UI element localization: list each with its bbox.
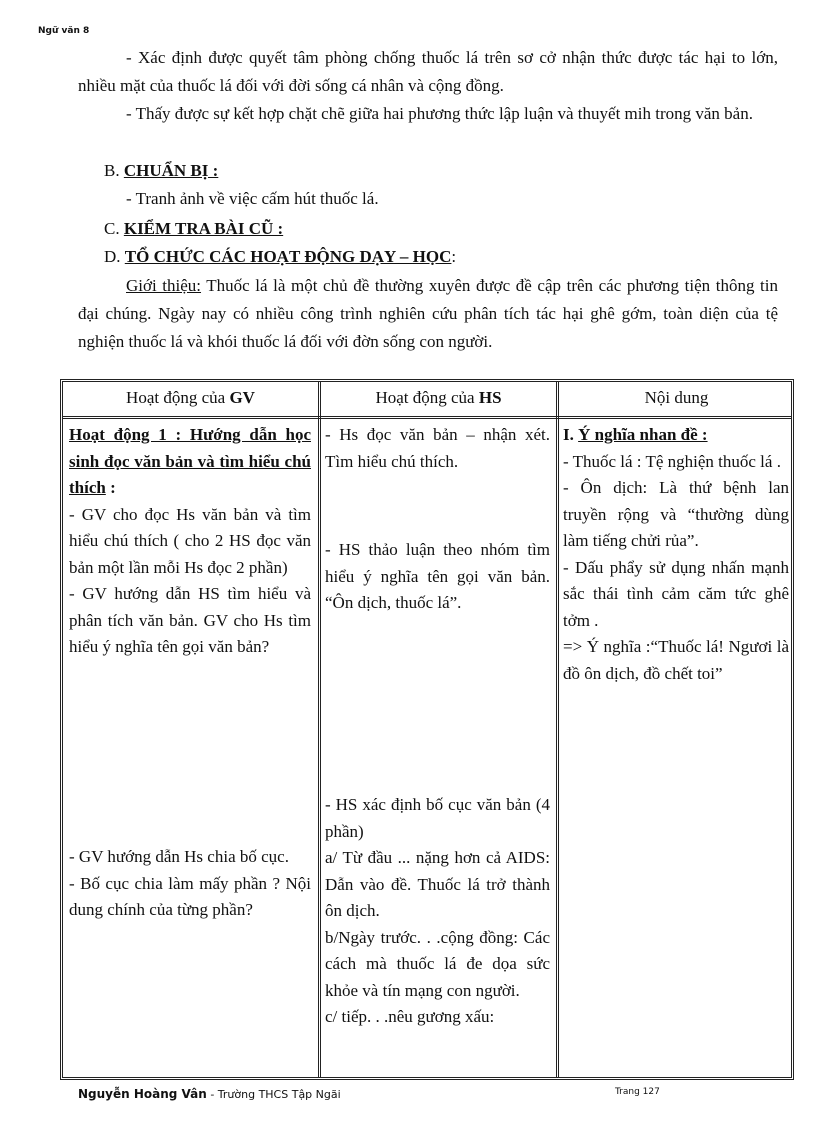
section-b-letter: B. xyxy=(104,161,120,180)
footer-school: - Trường THCS Tập Ngãi xyxy=(206,1088,341,1101)
student-step-1: - Hs đọc văn bản – nhận xét. Tìm hiểu chú thích. xyxy=(325,425,550,471)
student-column-lower xyxy=(325,792,550,1031)
teacher-step-4: - Bố cục chia làm mấy phần ? Nội dung chính của từng phần? xyxy=(69,873,311,919)
lead-label: Giới thiệu: xyxy=(126,276,202,295)
section-b-item: - Tranh ảnh về việc cấm hút thuốc lá. xyxy=(126,189,379,208)
section-b-title: CHUẨN BỊ : xyxy=(123,161,219,180)
page-header-subject: Ngữ văn 8 xyxy=(38,26,90,36)
section-c-title: KIỂM TRA BÀI CŨ : xyxy=(123,219,284,238)
section-d-title: TỔ CHỨC CÁC HOẠT ĐỘNG DẠY – HỌC xyxy=(124,247,452,266)
lead-text: Thuốc lá là một chủ đề thường xuyên được đề cập trên các phương tiện thông tin đại chúng. Ngày nay có nhiều công trình nghiên cứu phân tích tác hại ghê gớm, toàn diện của tệ nghiện thuốc lá và khói thuốc lá đối với đờn sống con người. xyxy=(78,276,778,351)
teacher-column xyxy=(69,422,311,661)
section-c-heading xyxy=(104,216,283,242)
lesson-table xyxy=(60,379,794,1080)
content-title xyxy=(563,422,789,449)
content-column xyxy=(563,422,789,687)
footer-page-number: Trang 127 xyxy=(615,1087,660,1097)
footer-author-line xyxy=(78,1087,341,1101)
student-step-4: a/ Từ đầu ... nặng hơn cả AIDS: Dẫn vào đề. Thuốc lá trở thành ôn dịch. xyxy=(325,848,550,920)
content-conclusion: => Ý nghĩa :“Thuốc lá! Ngươi là đồ ôn dịch, đồ chết toi” xyxy=(563,637,789,683)
content-point-2: - Ôn dịch: Là thứ bệnh lan truyền rộng và “thường dùng làm tiếng chửi rủa”. xyxy=(563,478,789,550)
goal-paragraph-1: - Xác định được quyết tâm phòng chống thuốc lá trên sơ cở nhận thức được tác hại to lớn, nhiều mặt của thuốc lá đối với đời sống cá nhân và cộng đồng. xyxy=(78,48,778,95)
header-teacher-activity xyxy=(63,388,318,408)
student-step-2: - HS thảo luận theo nhóm tìm hiểu ý nghĩa tên gọi văn bản. “Ôn dịch, thuốc lá”. xyxy=(325,540,550,612)
teacher-column-lower xyxy=(69,844,311,924)
header-student-activity xyxy=(321,388,556,408)
section-d-heading xyxy=(104,244,456,270)
teacher-step-3: - GV hướng dẫn Hs chia bố cục. xyxy=(69,847,289,866)
teacher-activity-title xyxy=(69,422,311,502)
teacher-step-2: - GV hướng dẫn HS tìm hiểu và phân tích văn bản. GV cho Hs tìm hiểu ý nghĩa tên gọi văn bản? xyxy=(69,584,311,656)
content-point-1: - Thuốc lá : Tệ nghiện thuốc lá . xyxy=(563,451,781,471)
section-c-letter: C. xyxy=(104,219,120,238)
column-divider xyxy=(318,382,321,1077)
content-title-text: Ý nghĩa nhan đề : xyxy=(578,425,708,444)
student-step-6: c/ tiếp. . .nêu gương xấu: xyxy=(325,1007,495,1026)
section-d-tail: : xyxy=(451,247,457,266)
student-step-5: b/Ngày trước. . .cộng đồng: Các cách mà thuốc lá đe dọa sức khỏe và tín mạng con người. xyxy=(325,927,550,1000)
student-step-3: - HS xác định bố cục văn bản (4 phần) xyxy=(325,795,550,841)
footer-author: Nguyễn Hoàng Vân xyxy=(78,1087,207,1101)
section-d-letter: D. xyxy=(104,247,121,266)
header-student-prefix: Hoạt động của xyxy=(375,388,479,407)
teacher-step-1: - GV cho đọc Hs văn bản và tìm hiểu chú thích ( cho 2 HS đọc văn bản một lần mỗi Hs đọc 2 phần) xyxy=(69,504,311,577)
section-b-heading xyxy=(104,158,218,184)
column-divider xyxy=(556,382,559,1077)
lead-paragraph xyxy=(78,272,778,356)
header-row-divider xyxy=(63,416,791,419)
goal-paragraph-2: - Thấy được sự kết hợp chặt chẽ giữa hai phương thức lập luận và thuyết mih trong văn bản. xyxy=(126,104,753,123)
header-teacher-prefix: Hoạt động của xyxy=(126,388,230,407)
content-point-3: - Dấu phẩy sử dụng nhấn mạnh sắc thái tình cảm căm tức ghê tởm . xyxy=(563,557,789,630)
header-content: Nội dung xyxy=(644,388,709,407)
header-student-bold: HS xyxy=(478,388,502,407)
content-title-number: I. xyxy=(563,425,579,444)
teacher-title-tail: : xyxy=(105,478,116,497)
teacher-title-text: Hoạt động 1 : Hướng dẫn học sinh đọc văn bản và tìm hiểu chú thích xyxy=(69,425,311,497)
header-teacher-bold: GV xyxy=(229,388,255,407)
student-column-mid xyxy=(325,537,550,617)
student-column xyxy=(325,422,550,475)
